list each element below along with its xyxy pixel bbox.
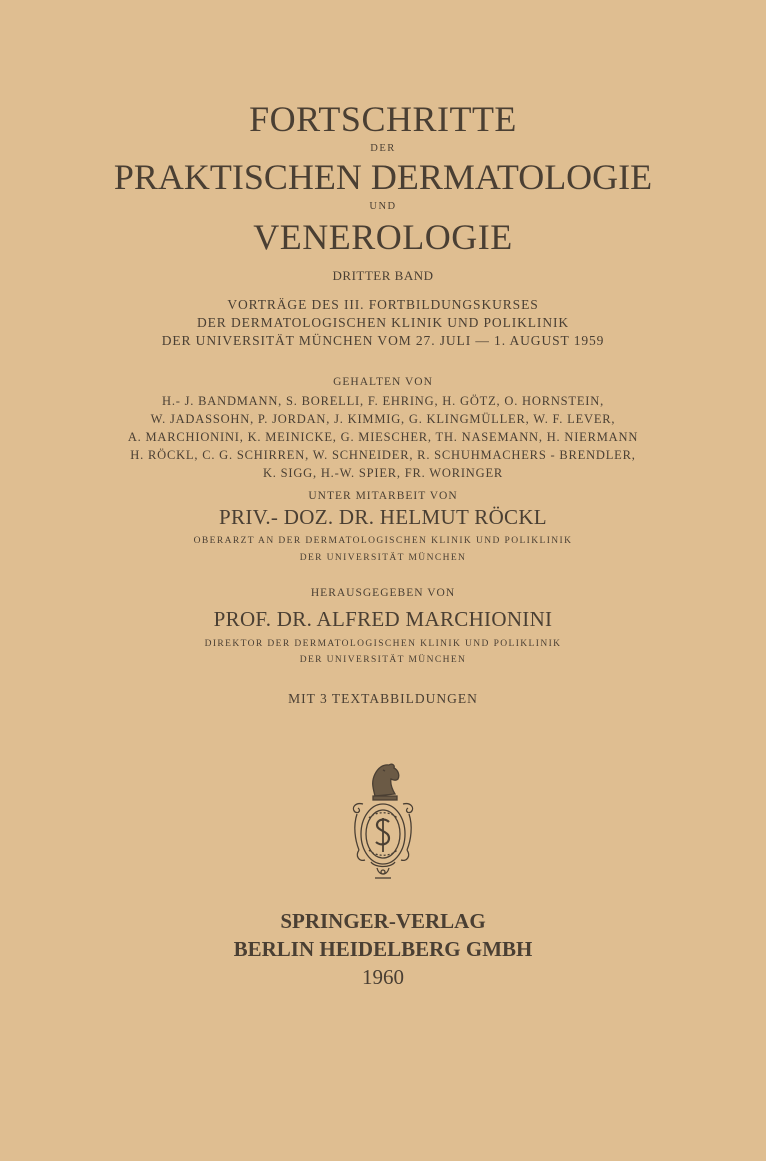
publisher-name: SPRINGER-VERLAG — [280, 909, 486, 933]
figures-note: MIT 3 TEXTABBILDUNGEN — [288, 691, 478, 706]
editor-name: PROF. DR. ALFRED MARCHIONINI — [213, 607, 553, 631]
speakers-line-3: A. MARCHIONINI, K. MEINICKE, G. MIESCHER, TH. NASEMANN, H. NIERMANN — [127, 430, 639, 444]
editor-affiliation-1: DIREKTOR DER DERMATOLOGISCHEN KLINIK UND POLIKLINIK — [204, 639, 562, 649]
title-line-venerologie: VENEROLOGIE — [253, 217, 513, 257]
title-line-praktischen-dermatologie: PRAKTISCHEN DERMATOLOGIE — [113, 157, 653, 197]
subtitle-line-3: DER UNIVERSITÄT MÜNCHEN VOM 27. JULI — 1. AUGUST 1959 — [161, 333, 605, 348]
speakers-line-2: W. JADASSOHN, P. JORDAN, J. KIMMIG, G. KLINGMÜLLER, W. F. LEVER, — [150, 412, 616, 426]
speakers-line-1: H.- J. BANDMANN, S. BORELLI, F. EHRING, H. GÖTZ, O. HORNSTEIN, — [162, 394, 604, 408]
title-line-fortschritte: FORTSCHRITTE — [249, 99, 517, 139]
speakers-line-5: K. SIGG, H.-W. SPIER, FR. WORINGER — [262, 466, 504, 480]
title-connector-der: DER — [370, 143, 396, 154]
editor-label: HERAUSGEGEBEN VON — [310, 587, 456, 599]
publication-year: 1960 — [362, 965, 404, 989]
subtitle-line-1: VORTRÄGE DES III. FORTBILDUNGSKURSES — [227, 297, 539, 312]
collaborator-label: UNTER MITARBEIT VON — [308, 490, 458, 502]
collaborator-name: PRIV.- DOZ. DR. HELMUT RÖCKL — [219, 505, 547, 529]
speakers-line-4: H. RÖCKL, C. G. SCHIRREN, W. SCHNEIDER, R. SCHUHMACHERS - BRENDLER, — [130, 448, 636, 462]
collaborator-affiliation-1: OBERARZT AN DER DERMATOLOGISCHEN KLINIK UND POLIKLINIK — [193, 536, 573, 546]
publisher-location: BERLIN HEIDELBERG GMBH — [233, 937, 533, 961]
speakers-label: GEHALTEN VON — [333, 376, 433, 388]
collaborator-affiliation-2: DER UNIVERSITÄT MÜNCHEN — [299, 553, 467, 563]
title-connector-und: UND — [369, 201, 397, 212]
springer-horse-emblem-icon — [345, 756, 421, 886]
volume-label: DRITTER BAND — [332, 268, 434, 283]
editor-affiliation-2: DER UNIVERSITÄT MÜNCHEN — [299, 655, 467, 665]
subtitle-line-2: DER DERMATOLOGISCHEN KLINIK UND POLIKLINIK — [196, 315, 570, 330]
